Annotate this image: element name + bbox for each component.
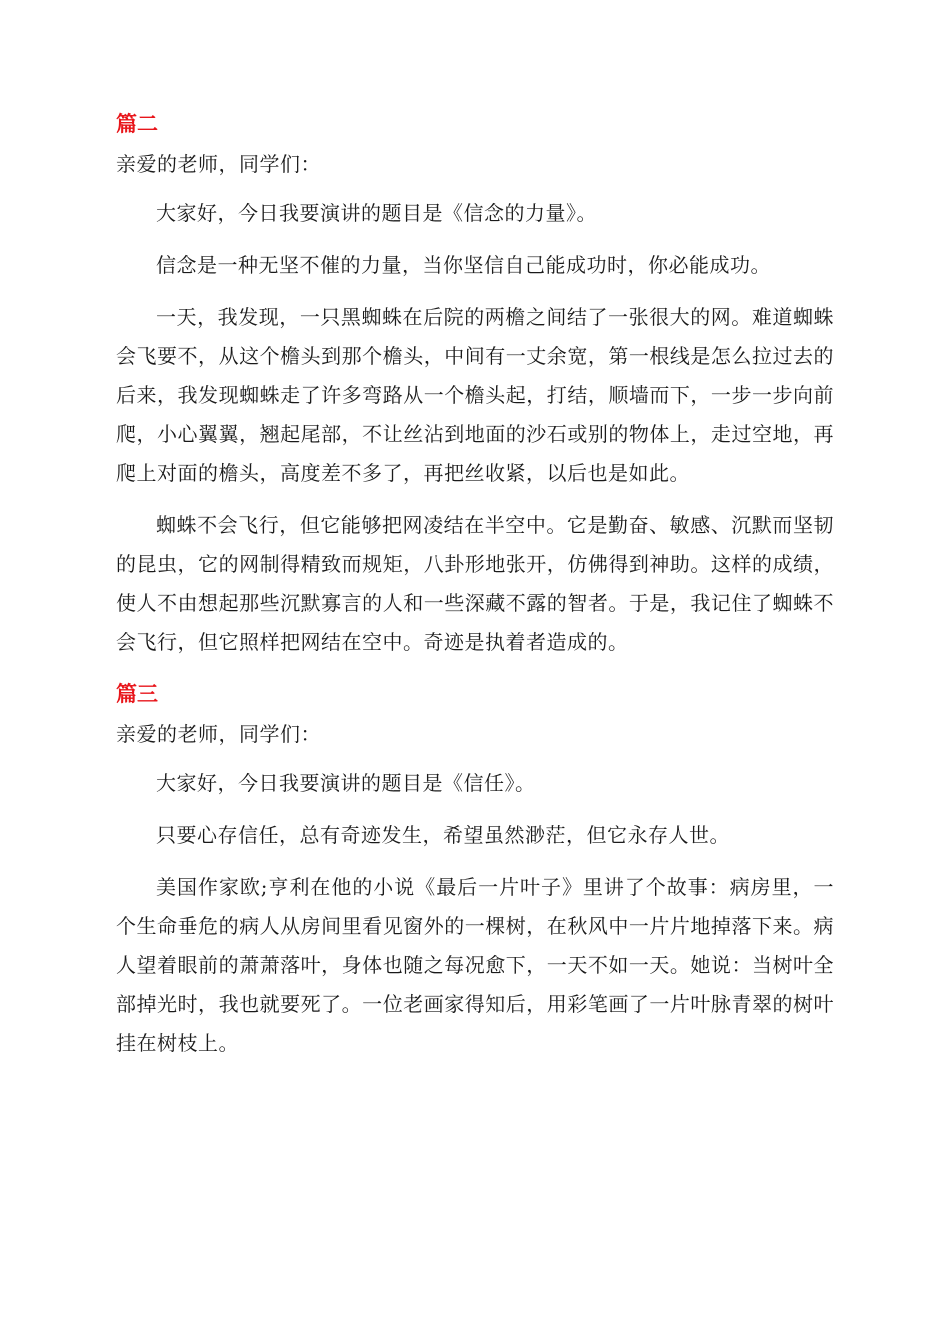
paragraph: 只要心存信任，总有奇迹发生，希望虽然渺茫，但它永存人世。	[156, 823, 730, 847]
salutation: 亲爱的老师，同学们：	[116, 152, 321, 176]
document-page	[116, 108, 834, 1079]
salutation: 亲爱的老师，同学们：	[116, 722, 321, 746]
section-3	[116, 678, 834, 1063]
section-2	[116, 108, 834, 662]
paragraph: 美国作家欧;亨利在他的小说《最后一片叶子》里讲了个故事：病房里，一个生命垂危的病人从房间里看见窗外的一棵树，在秋风中一片片地掉落下来。病人望着眼前的萧萧落叶，身体也随之每况愈下，一天不如一天。她说：当树叶全部掉光时，我也就要死了。一位老画家得知后，用彩笔画了一片叶脉青翠的树叶挂在树枝上。	[116, 875, 834, 1055]
section-title: 篇二	[116, 112, 158, 136]
paragraph: 大家好，今日我要演讲的题目是《信念的力量》。	[156, 201, 597, 225]
paragraph: 大家好，今日我要演讲的题目是《信任》。	[156, 771, 536, 795]
section-title: 篇三	[116, 682, 158, 706]
paragraph: 信念是一种无坚不催的力量，当你坚信自己能成功时，你必能成功。	[156, 253, 771, 277]
paragraph: 蜘蛛不会飞行，但它能够把网凌结在半空中。它是勤奋、敏感、沉默而坚韧的昆虫，它的网制得精致而规矩，八卦形地张开，仿佛得到神助。这样的成绩，使人不由想起那些沉默寡言的人和一些深藏不露的智者。于是，我记住了蜘蛛不会飞行，但它照样把网结在空中。奇迹是执着者造成的。	[116, 513, 834, 654]
paragraph: 一天，我发现，一只黑蜘蛛在后院的两檐之间结了一张很大的网。难道蜘蛛会飞要不，从这个檐头到那个檐头，中间有一丈余宽，第一根线是怎么拉过去的后来，我发现蜘蛛走了许多弯路从一个檐头起，打结，顺墙而下，一步一步向前爬，小心翼翼，翘起尾部，不让丝沾到地面的沙石或别的物体上，走过空地，再爬上对面的檐头，高度差不多了，再把丝收紧，以后也是如此。	[116, 305, 834, 485]
